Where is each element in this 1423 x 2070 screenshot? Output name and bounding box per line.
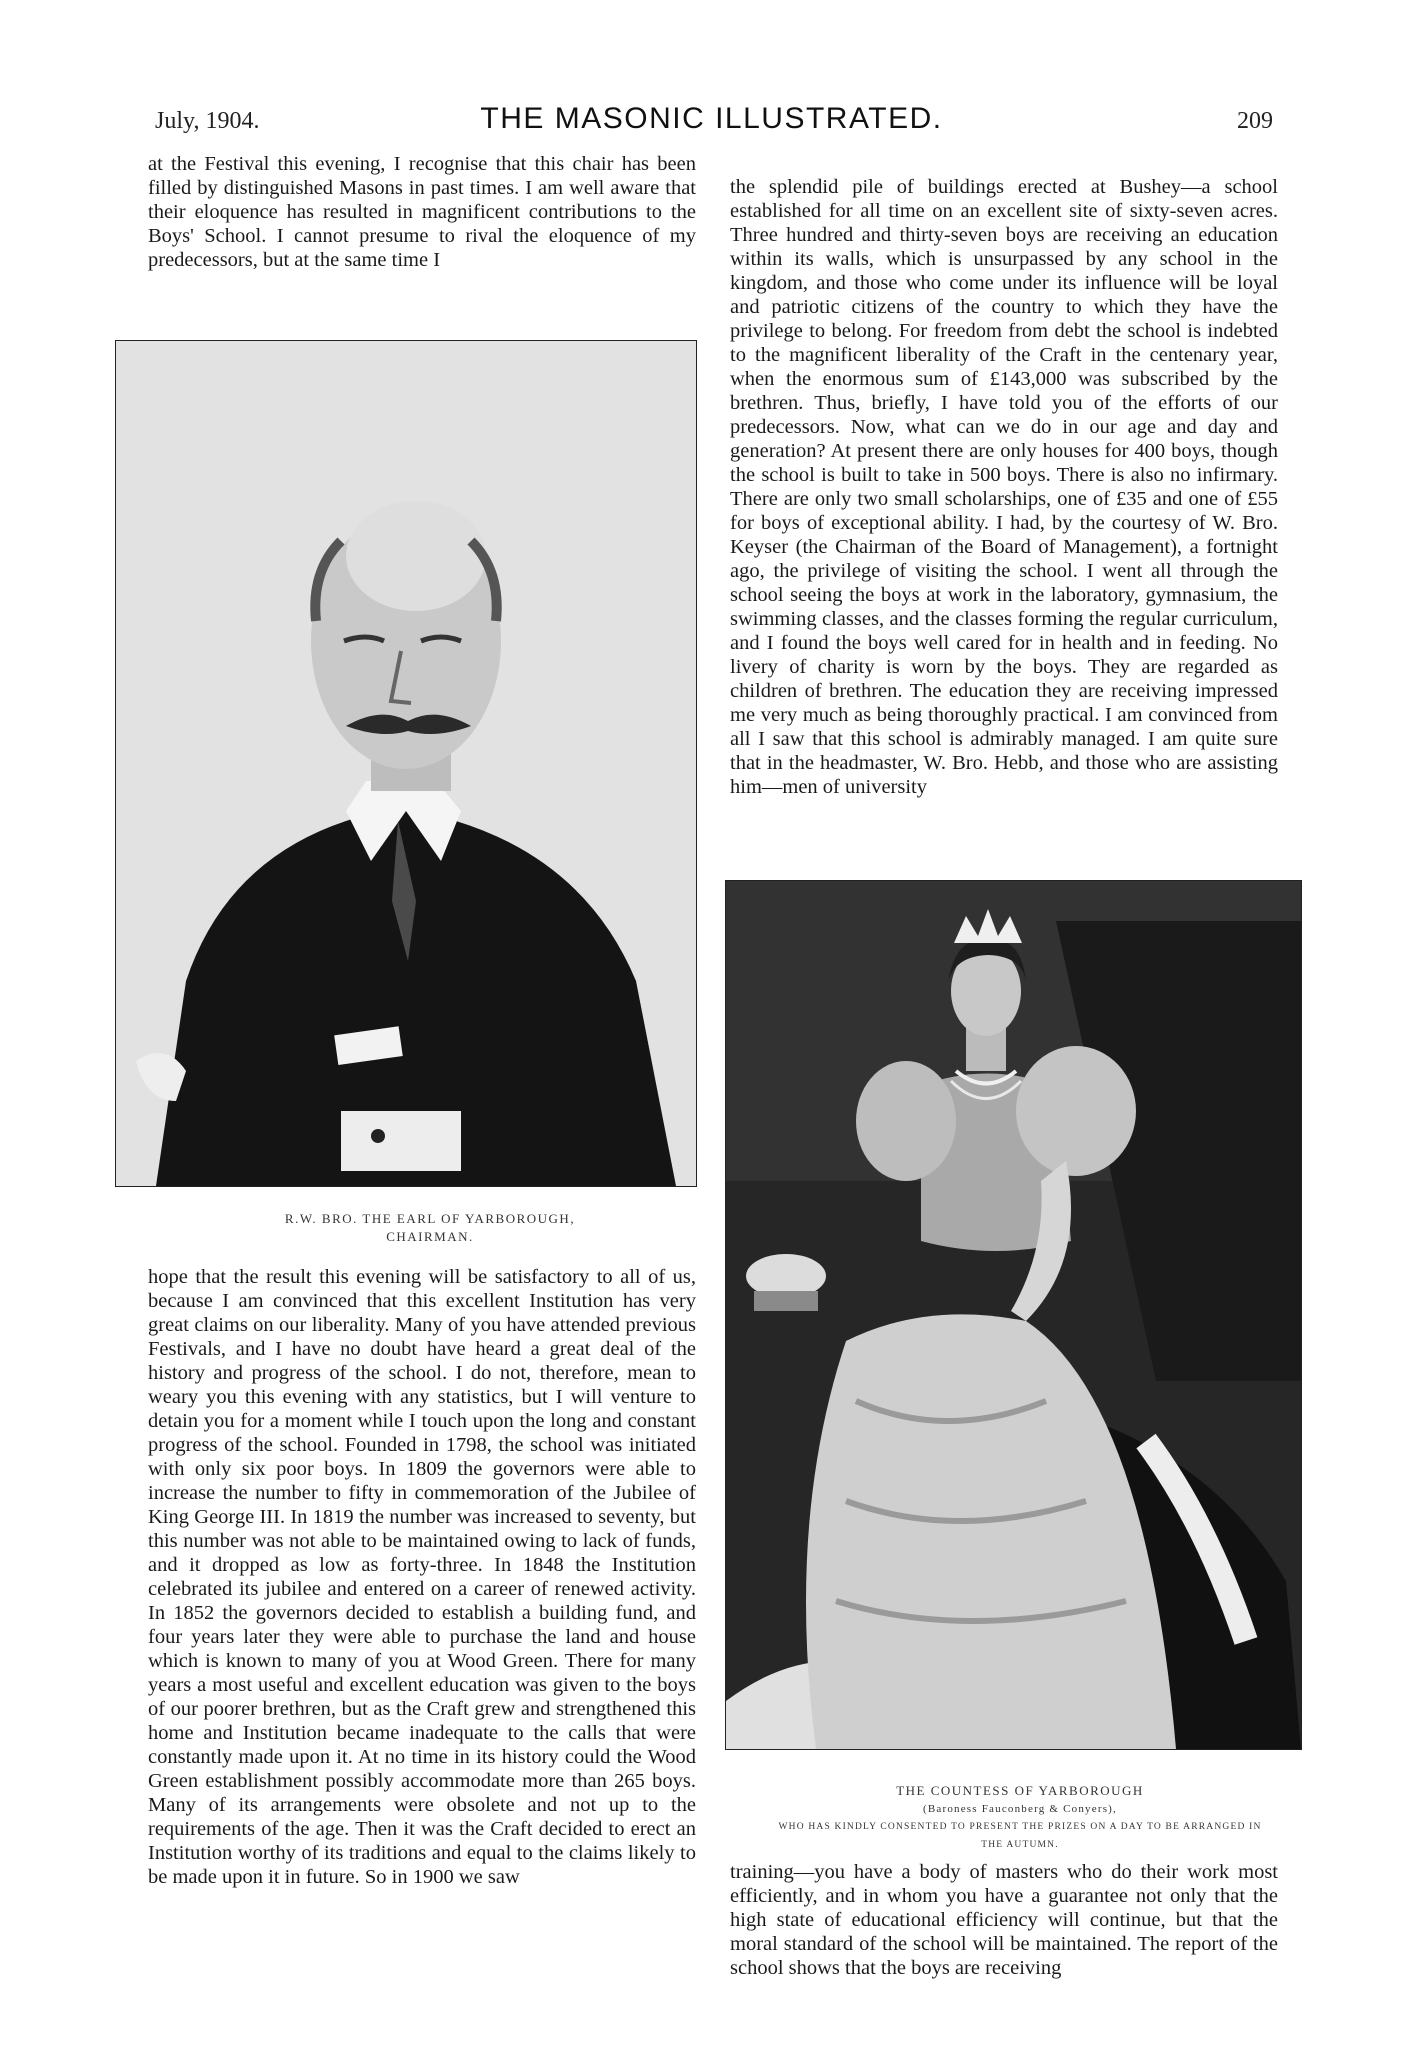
page-header <box>0 100 1423 140</box>
publication-title: THE MASONIC ILLUSTRATED. <box>480 102 943 135</box>
caption-line: WHO HAS KINDLY CONSENTED TO PRESENT THE PRIZES ON A DAY TO BE ARRANGED IN THE AUTUMN. <box>778 1822 1262 1850</box>
issue-date: July, 1904. <box>155 108 260 134</box>
caption-line: THE COUNTESS OF YARBOROUGH <box>896 1783 1144 1798</box>
paragraph: training—you have a body of masters who do their work most efficiently, and in whom you have a guarantee not only that the high state of educational efficiency will continue, but that the moral standard of the school will be maintained. The report of the school shows that the boys are receiving <box>730 1861 1278 1979</box>
caption-line: (Baroness Fauconberg & Conyers), <box>922 1803 1117 1815</box>
paragraph: hope that the result this evening will be satisfactory to all of us, because I am convinced that this excellent Institution has very great claims on our liberality. Many of you have attended previous Festivals, and I have no doubt have heard a great deal of the history and progress of the school. I do not, therefore, mean to weary you this evening with any statistics, but I will venture to detain you for a moment while I touch upon the long and constant progress of the school. Founded in 1798, the school was initiated with only six poor boys. In 1809 the governors were able to increase the number to fifty in commemoration of the Jubilee of King George III. In 1819 the number was increased to seventy, but this number was not able to be maintained owing to lack of funds, and it dropped as low as forty-three. In 1848 the Institution celebrated its jubilee and entered on a career of renewed activity. In 1852 the governors decided to establish a building fund, and four years later they were able to purchase the land and house which is known to many of you at Wood Green. There for many years a most useful and excellent education was given to the boys of our poorer brethren, but as the Craft grew and strengthened this home and Institution became inadequate to the calls that were constantly made upon it. At no time in its history could the Wood Green establishment possibly accommodate more than 265 boys. Many of its arrangements were obsolete and not up to the requirements of the age. Then it was the Craft decided to erect an Institution worthy of its traditions and equal to the claims likely to be made upon it in future. So in 1900 we saw <box>148 1266 696 1888</box>
earl-portrait-photo <box>115 340 697 1187</box>
caption-line: R.W. BRO. THE EARL OF YARBOROUGH, <box>284 1211 576 1226</box>
earl-photo-caption <box>280 1210 580 1246</box>
countess-portrait-photo <box>725 880 1302 1750</box>
countess-photo-caption <box>770 1782 1270 1854</box>
earl-portrait-illustration <box>116 341 696 1186</box>
paragraph: at the Festival this evening, I recognise that this chair has been filled by distinguished Masons in past times. I am well aware that their eloquence has resulted in magnificent contributions to the Boys' School. I cannot presume to rival the eloquence of my predecessors, but at the same time I <box>148 153 696 271</box>
paragraph: the splendid pile of buildings erected at Bushey—a school established for all time on an excellent site of sixty-seven acres. Three hundred and thirty-seven boys are receiving an education within its walls, which is unsurpassed by any school in the kingdom, and those who come under its influence will be loyal and patriotic citizens of the country to which they have the privilege to belong. For freedom from debt the school is indebted to the magnificent liberality of the Craft in the centenary year, when the enormous sum of £143,000 was subscribed by the brethren. Thus, briefly, I have told you of the efforts of our predecessors. Now, what can we do in our age and day and generation? At present there are only houses for 400 boys, though the school is built to take in 500 boys. There is also no infirmary. There are only two small scholarships, one of £35 and one of £55 for boys of exceptional ability. I had, by the courtesy of W. Bro. Keyser (the Chairman of the Board of Management), a fortnight ago, the privilege of visiting the school. I went all through the school seeing the boys at work in the laboratory, gymnasium, the swimming classes, and the classes forming the regular curriculum, and I found the boys well cared for in health and in feeding. No livery of charity is worn by the boys. They are regarded as children of brethren. The education they are receiving impressed me very much as being thoroughly practical. I am convinced from all I saw that this school is admirably managed. I am quite sure that in the headmaster, W. Bro. Hebb, and those who are assisting him—men of university <box>730 176 1278 798</box>
right-column-bottom <box>730 1860 1278 2020</box>
left-column-top <box>148 152 696 292</box>
page-number: 209 <box>1237 108 1273 134</box>
caption-line: CHAIRMAN. <box>386 1229 474 1244</box>
left-column-bottom <box>148 1265 696 2015</box>
right-column-top <box>730 175 1278 845</box>
countess-portrait-illustration <box>726 881 1301 1749</box>
